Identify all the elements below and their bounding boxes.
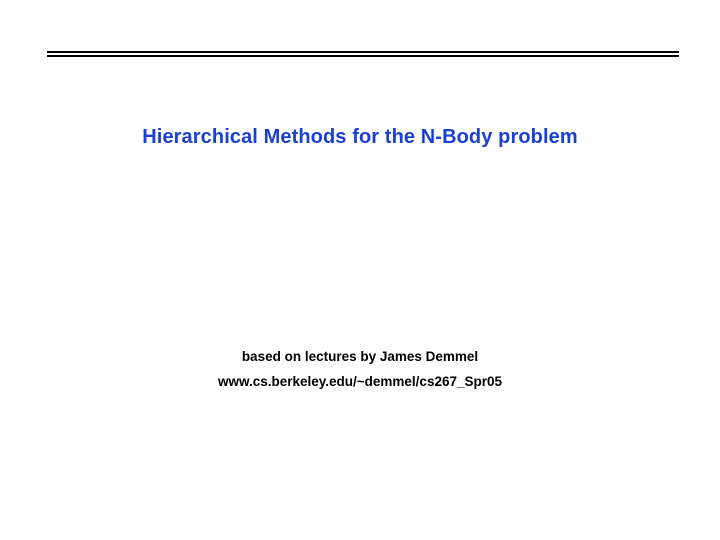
header-rule-top <box>47 51 679 53</box>
credit-line: based on lectures by James Demmel <box>241 349 479 364</box>
slide-title: Hierarchical Methods for the N-Body problem <box>142 126 578 148</box>
header-rule-bottom <box>47 55 679 57</box>
url-line: www.cs.berkeley.edu/~demmel/cs267_Spr05 <box>217 374 503 389</box>
